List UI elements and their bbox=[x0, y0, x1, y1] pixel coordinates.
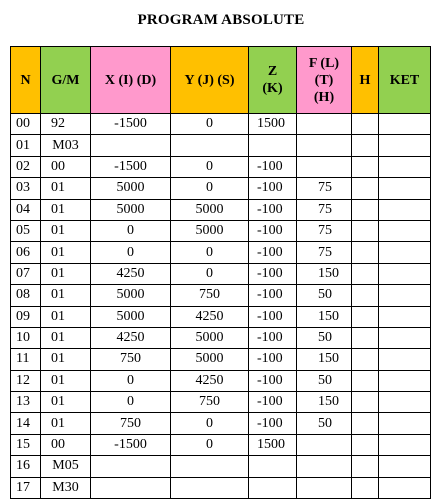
f-cell: 75 bbox=[297, 242, 352, 263]
gm-cell: 01 bbox=[41, 242, 91, 263]
x-cell: 4250 bbox=[91, 327, 171, 348]
z-cell bbox=[249, 456, 297, 477]
ket-cell bbox=[379, 135, 431, 156]
table-row bbox=[11, 327, 431, 348]
x-cell: 0 bbox=[91, 370, 171, 391]
gm-cell: 01 bbox=[41, 220, 91, 241]
table-row bbox=[11, 242, 431, 263]
y-cell bbox=[171, 477, 249, 498]
n-cell: 17 bbox=[11, 477, 41, 498]
n-cell: 01 bbox=[11, 135, 41, 156]
y-cell: 0 bbox=[171, 263, 249, 284]
y-cell bbox=[171, 135, 249, 156]
y-cell: 5000 bbox=[171, 349, 249, 370]
h-cell bbox=[352, 349, 379, 370]
gm-cell: 01 bbox=[41, 306, 91, 327]
h-cell bbox=[352, 135, 379, 156]
y-cell: 0 bbox=[171, 413, 249, 434]
table-row bbox=[11, 349, 431, 370]
h-cell bbox=[352, 178, 379, 199]
table-row bbox=[11, 135, 431, 156]
x-cell: 5000 bbox=[91, 199, 171, 220]
z-cell: -100 bbox=[249, 285, 297, 306]
ket-cell bbox=[379, 327, 431, 348]
x-cell bbox=[91, 456, 171, 477]
gm-cell: M05 bbox=[41, 456, 91, 477]
n-cell: 09 bbox=[11, 306, 41, 327]
f-cell: 50 bbox=[297, 285, 352, 306]
gm-cell: 92 bbox=[41, 114, 91, 135]
y-cell: 5000 bbox=[171, 327, 249, 348]
y-cell: 5000 bbox=[171, 199, 249, 220]
h-cell bbox=[352, 285, 379, 306]
table-row bbox=[11, 434, 431, 455]
gm-cell: 01 bbox=[41, 392, 91, 413]
h-cell bbox=[352, 392, 379, 413]
z-cell: -100 bbox=[249, 327, 297, 348]
h-cell bbox=[352, 456, 379, 477]
f-cell: 50 bbox=[297, 327, 352, 348]
h-cell bbox=[352, 263, 379, 284]
gm-cell: 00 bbox=[41, 434, 91, 455]
n-cell: 06 bbox=[11, 242, 41, 263]
z-cell: -100 bbox=[249, 156, 297, 177]
ket-cell bbox=[379, 114, 431, 135]
gm-cell: 01 bbox=[41, 178, 91, 199]
x-cell: 5000 bbox=[91, 178, 171, 199]
n-cell: 05 bbox=[11, 220, 41, 241]
table-row bbox=[11, 156, 431, 177]
n-cell: 14 bbox=[11, 413, 41, 434]
f-cell: 50 bbox=[297, 413, 352, 434]
table-row bbox=[11, 456, 431, 477]
table-row bbox=[11, 114, 431, 135]
x-cell: -1500 bbox=[91, 434, 171, 455]
ket-cell bbox=[379, 370, 431, 391]
table-row bbox=[11, 477, 431, 498]
h-cell bbox=[352, 220, 379, 241]
gm-cell: M03 bbox=[41, 135, 91, 156]
f-cell bbox=[297, 434, 352, 455]
f-cell bbox=[297, 477, 352, 498]
y-cell: 4250 bbox=[171, 370, 249, 391]
y-cell: 750 bbox=[171, 392, 249, 413]
f-cell bbox=[297, 456, 352, 477]
header-x-i-d: X (I) (D) bbox=[91, 47, 171, 114]
x-cell: 0 bbox=[91, 392, 171, 413]
ket-cell bbox=[379, 285, 431, 306]
ket-cell bbox=[379, 456, 431, 477]
n-cell: 07 bbox=[11, 263, 41, 284]
z-cell: -100 bbox=[249, 413, 297, 434]
y-cell: 0 bbox=[171, 434, 249, 455]
z-cell: -100 bbox=[249, 242, 297, 263]
ket-cell bbox=[379, 306, 431, 327]
f-cell: 150 bbox=[297, 263, 352, 284]
f-cell: 150 bbox=[297, 392, 352, 413]
z-cell bbox=[249, 477, 297, 498]
f-cell bbox=[297, 114, 352, 135]
f-cell bbox=[297, 135, 352, 156]
n-cell: 15 bbox=[11, 434, 41, 455]
ket-cell bbox=[379, 178, 431, 199]
h-cell bbox=[352, 413, 379, 434]
gm-cell: 01 bbox=[41, 413, 91, 434]
gm-cell: 01 bbox=[41, 263, 91, 284]
table-row bbox=[11, 263, 431, 284]
f-cell bbox=[297, 156, 352, 177]
table-row bbox=[11, 392, 431, 413]
gm-cell: M30 bbox=[41, 477, 91, 498]
gm-cell: 01 bbox=[41, 370, 91, 391]
header-ket: KET bbox=[379, 47, 431, 114]
header-z-k: Z (K) bbox=[249, 47, 297, 114]
table-row bbox=[11, 370, 431, 391]
f-cell: 150 bbox=[297, 349, 352, 370]
header-g-m: G/M bbox=[41, 47, 91, 114]
ket-cell bbox=[379, 156, 431, 177]
page-title: PROGRAM ABSOLUTE bbox=[137, 12, 305, 28]
gm-cell: 00 bbox=[41, 156, 91, 177]
y-cell: 0 bbox=[171, 156, 249, 177]
gm-cell: 01 bbox=[41, 199, 91, 220]
y-cell: 4250 bbox=[171, 306, 249, 327]
n-cell: 11 bbox=[11, 349, 41, 370]
h-cell bbox=[352, 199, 379, 220]
x-cell: 750 bbox=[91, 349, 171, 370]
header-row bbox=[11, 47, 431, 114]
table-row bbox=[11, 178, 431, 199]
z-cell: -100 bbox=[249, 370, 297, 391]
n-cell: 00 bbox=[11, 114, 41, 135]
table-body bbox=[11, 114, 431, 499]
h-cell bbox=[352, 434, 379, 455]
header-y-j-s: Y (J) (S) bbox=[171, 47, 249, 114]
n-cell: 03 bbox=[11, 178, 41, 199]
z-cell: -100 bbox=[249, 199, 297, 220]
ket-cell bbox=[379, 477, 431, 498]
ket-cell bbox=[379, 349, 431, 370]
ket-cell bbox=[379, 413, 431, 434]
x-cell bbox=[91, 477, 171, 498]
ket-cell bbox=[379, 220, 431, 241]
program-table bbox=[10, 46, 431, 499]
h-cell bbox=[352, 370, 379, 391]
n-cell: 04 bbox=[11, 199, 41, 220]
f-cell: 75 bbox=[297, 178, 352, 199]
header-n: N bbox=[11, 47, 41, 114]
x-cell: 0 bbox=[91, 220, 171, 241]
z-cell: -100 bbox=[249, 349, 297, 370]
z-cell: 1500 bbox=[249, 434, 297, 455]
f-cell: 75 bbox=[297, 199, 352, 220]
ket-cell bbox=[379, 392, 431, 413]
gm-cell: 01 bbox=[41, 327, 91, 348]
h-cell bbox=[352, 306, 379, 327]
h-cell bbox=[352, 327, 379, 348]
h-cell bbox=[352, 156, 379, 177]
h-cell bbox=[352, 114, 379, 135]
y-cell: 0 bbox=[171, 242, 249, 263]
x-cell: 4250 bbox=[91, 263, 171, 284]
z-cell bbox=[249, 135, 297, 156]
z-cell: -100 bbox=[249, 306, 297, 327]
ket-cell bbox=[379, 199, 431, 220]
table-row bbox=[11, 285, 431, 306]
n-cell: 13 bbox=[11, 392, 41, 413]
y-cell: 5000 bbox=[171, 220, 249, 241]
x-cell bbox=[91, 135, 171, 156]
x-cell: 0 bbox=[91, 242, 171, 263]
table-row bbox=[11, 220, 431, 241]
z-cell: 1500 bbox=[249, 114, 297, 135]
x-cell: 5000 bbox=[91, 306, 171, 327]
x-cell: -1500 bbox=[91, 156, 171, 177]
z-cell: -100 bbox=[249, 178, 297, 199]
table-row bbox=[11, 199, 431, 220]
f-cell: 150 bbox=[297, 306, 352, 327]
y-cell: 0 bbox=[171, 178, 249, 199]
x-cell: -1500 bbox=[91, 114, 171, 135]
z-cell: -100 bbox=[249, 263, 297, 284]
header-h: H bbox=[352, 47, 379, 114]
ket-cell bbox=[379, 242, 431, 263]
z-cell: -100 bbox=[249, 220, 297, 241]
y-cell: 0 bbox=[171, 114, 249, 135]
n-cell: 16 bbox=[11, 456, 41, 477]
x-cell: 5000 bbox=[91, 285, 171, 306]
h-cell bbox=[352, 477, 379, 498]
n-cell: 12 bbox=[11, 370, 41, 391]
gm-cell: 01 bbox=[41, 349, 91, 370]
y-cell bbox=[171, 456, 249, 477]
z-cell: -100 bbox=[249, 392, 297, 413]
table-row bbox=[11, 413, 431, 434]
ket-cell bbox=[379, 434, 431, 455]
h-cell bbox=[352, 242, 379, 263]
n-cell: 02 bbox=[11, 156, 41, 177]
n-cell: 10 bbox=[11, 327, 41, 348]
ket-cell bbox=[379, 263, 431, 284]
table-row bbox=[11, 306, 431, 327]
f-cell: 75 bbox=[297, 220, 352, 241]
y-cell: 750 bbox=[171, 285, 249, 306]
f-cell: 50 bbox=[297, 370, 352, 391]
x-cell: 750 bbox=[91, 413, 171, 434]
gm-cell: 01 bbox=[41, 285, 91, 306]
header-f-l-t-h: F (L) (T) (H) bbox=[297, 47, 352, 114]
n-cell: 08 bbox=[11, 285, 41, 306]
